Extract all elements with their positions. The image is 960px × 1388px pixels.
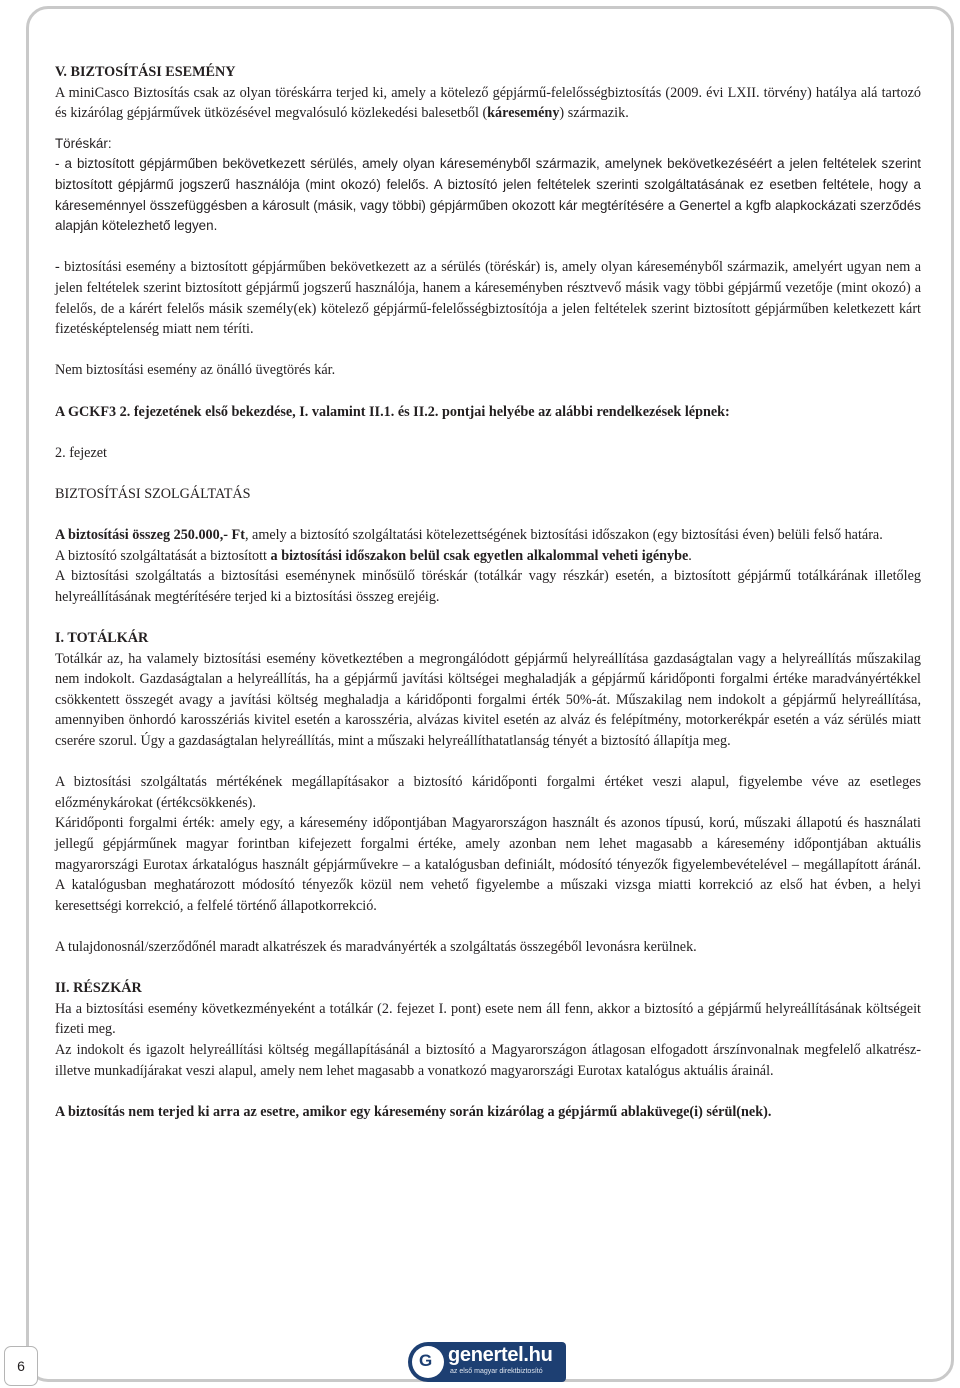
totalkar-paragraph-3: Káridőponti forgalmi érték: amely egy, a káresemény időpontjában Magyarországon használt és azonos típusú, korú, műszaki állapotú és használati jellegű gépjárműnek magyar forintban kifejezett forgalmi értéke, amely azonban nem lehet magasabb a káresemény időpontjában aktuális magyarországi Eurotax árkatalógus használt gépjárművekre – a katalógusban definiált, módosító tényezők figyelembevételével – megállapított áránál. A katalógusban meghatározott módosító tényezők közül nem vehető figyelembe a műszaki vizsga miatti korrekció az első hat évben, a helyi keresettségi korrekció, a felfelé történő állapotkorrekció. [55, 815, 921, 914]
document-body [55, 62, 921, 1122]
chapter-title: BIZTOSÍTÁSI SZOLGÁLTATÁS [55, 485, 251, 502]
logo-tagline: az első magyar direktbiztosító [450, 1368, 543, 1375]
toreskar-label: Töréskár: [55, 135, 112, 151]
totalkar-paragraph-1: Totálkár az, ha valamely biztosítási esemény következtében a megrongálódott gépjármű helyreállítása gazdaságtalan vagy a helyreállítás műszakilag nem indokolt. Gazdaságtalan a helyreállítás, ha a gépjármű javítási költségei meghaladják a gépjármű káridőponti forgalmi értéke maradványértékkel csökkentett összegét avagy a javítási költség meghaladja a káridőponti forgalmi érték 50%-át. Műszakilag nem indokolt a gépjármű helyreállítása, amennyiben önhordó karosszériás kivitel esetén a karosszéria, alvázas kivitel esetén az alváz és felépítmény, motorkerékpár esetén a váz sérülés miatt cserére szorul. Úgy a gazdaságtalan helyreállítás, mint a műszaki helyreállíthatatlanság tényét a biztosító állapítja meg. [55, 650, 921, 749]
reszkar-title: II. RÉSZKÁR [55, 980, 142, 997]
genertel-logo [408, 1342, 566, 1382]
chapter-number: 2. fejezet [55, 444, 107, 461]
nem-biztositasi-esemeny: Nem biztosítási esemény az önálló üvegtörés kár. [55, 362, 336, 379]
totalkar-paragraph-2: A biztosítási szolgáltatás mértékének megállapításakor a biztosító káridőponti forgalmi értéket veszi alapul, figyelembe véve az esetleges előzménykárokat (értékcsökkenés). [55, 774, 921, 811]
totalkar-title: I. TOTÁLKÁR [55, 630, 149, 647]
egyetlen-alkalom-paragraph: A biztosító szolgáltatását a biztosított a biztosítási időszakon belül csak egyetlen alkalommal veheti igénybe. [55, 547, 692, 564]
ablakuveg-exclusion: A biztosítás nem terjed ki arra az esetre, amikor egy káresemény során kizárólag a gépjármű ablaküvege(i) sérül(nek). [55, 1103, 772, 1120]
toreskar-paragraph-2: - biztosítási esemény a biztosított gépjárműben bekövetkezett az a sérülés (töréskár) is, amely olyan káreseményből származik, amelyért ugyan nem a jelen feltételek szerint biztosított gépjármű jogszerű használója, hanem a káreseményben résztvevő másik vagy többi gépjármű vezetője (mint okozó) a felelős, de a kárért felelős másik személy(ek) kötelező gépjármű-felelősségbiztosítója a jelen feltételek szerint biztosított gépjárműben keletkezett kárt fizetésképtelenség miatt nem téríti. [55, 259, 921, 338]
page-number: 6 [4, 1346, 38, 1386]
logo-name: genertel.hu [448, 1344, 553, 1366]
section-title-biztositasi-esemeny: V. BIZTOSÍTÁSI ESEMÉNY [55, 64, 236, 80]
totalkar-paragraph-4: A tulajdonosnál/szerződőnél maradt alkatrészek és maradványérték a szolgáltatás összegéből levonásra kerülnek. [55, 938, 697, 955]
gckf3-heading: A GCKF3 2. fejezetének első bekezdése, I. valamint II.1. és II.2. pontjai helyébe az alábbi rendelkezések lépnek: [55, 403, 730, 420]
reszkar-paragraph-2: Az indokolt és igazolt helyreállítási költség megállapításánál a biztosító a Magyarországon átlagosan elfogadott árszínvonalnak megfelelő alkatrész- illetve munkadíjárakat veszi alapul, amely nem lehet magasabb a vonatkozó magyarországi Eurotax katalógus aktuális árainál. [55, 1041, 921, 1079]
reszkar-paragraph-1: Ha a biztosítási esemény következményeként a totálkár (2. fejezet I. pont) esete nem áll fenn, akkor a biztosító a gépjármű helyreállításának költségeit fizeti meg. [55, 1000, 921, 1038]
intro-paragraph: A miniCasco Biztosítás csak az olyan töréskárra terjed ki, amely a kötelező gépjármű-felelősségbiztosítás (2009. évi LXII. törvény) hatálya alá tartozó és kizárólag gépjárművek ütközésével megvalósuló közlekedési balesetből (káresemény) származik. [55, 84, 921, 122]
genertel-logo-icon: G [412, 1346, 444, 1378]
szolgaltatas-paragraph: A biztosítási szolgáltatás a biztosítási eseménynek minősülő töréskár (totálkár vagy részkár) esetén, a biztosított gépjármű totálkárának illetőleg helyreállításának megtérítésére terjed ki a biztosítási összeg erejéig. [55, 568, 921, 605]
biztositasi-osszeg-paragraph: A biztosítási összeg 250.000,- Ft, amely a biztosító szolgáltatási kötelezettségének biztosítási időszakon (egy biztosítási éven) belüli felső határa. [55, 527, 883, 544]
toreskar-paragraph-1: - a biztosított gépjárműben bekövetkezett sérülés, amely olyan káreseményből származik, amelynek bekövetkezéséért a jelen feltételek szerint biztosított gépjármű jogszerű használója (mint okozó) felelős. A biztosító jelen feltételek szerinti szolgáltatásának ez esetben feltétele, hogy a káreseménnyel összefüggésben a károsult (másik, vagy többi) gépjárműben okozott kár megtérítésére a Genertel a kgfb alapkockázati szerződés alapján kötelezhető legyen. [55, 156, 921, 234]
